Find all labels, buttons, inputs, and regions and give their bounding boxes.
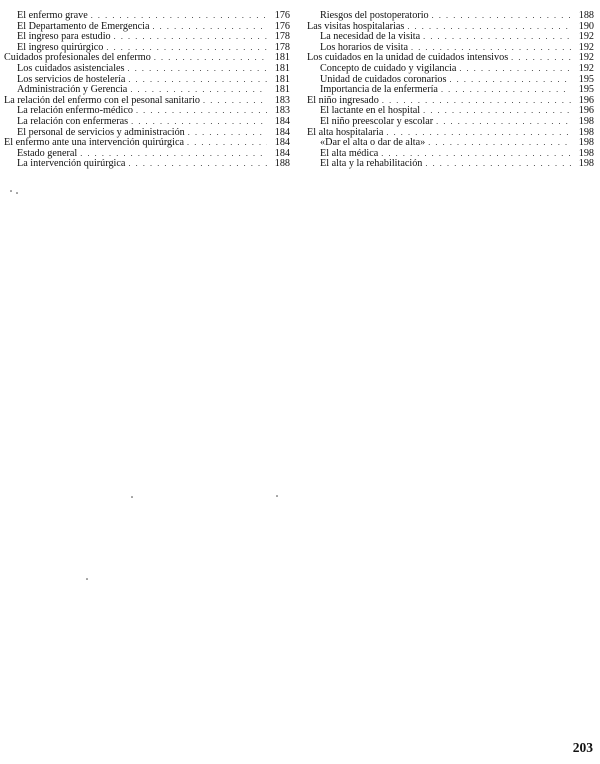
dot-leader: [187, 138, 267, 149]
toc-entry-page: 192: [578, 52, 594, 64]
scan-speck: [276, 495, 278, 497]
toc-entry-title: El alta y la rehabilitación: [320, 158, 423, 170]
toc-entry: [307, 64, 594, 75]
toc-entry-title: Los cuidados en la unidad de cuidados intensivos: [307, 52, 509, 64]
toc-entry-page: 192: [578, 41, 594, 53]
dot-leader: [428, 138, 571, 149]
dot-leader: [407, 22, 571, 33]
toc-entry-page: 183: [274, 105, 290, 117]
toc-entry-title: Las visitas hospitalarias: [307, 20, 405, 32]
dot-leader: [114, 32, 267, 43]
toc-entry-page: 178: [274, 41, 290, 53]
dot-leader: [423, 106, 571, 117]
toc-entry-page: 184: [274, 115, 290, 127]
toc-entry-page: 181: [274, 73, 290, 85]
toc-entry-page: 198: [578, 126, 594, 138]
toc-entry-page: 184: [274, 147, 290, 159]
toc-entry-title: El lactante en el hospital: [320, 105, 421, 117]
toc-entry-page: 198: [578, 158, 594, 170]
toc-entry-title: La intervención quirúrgica: [17, 158, 126, 170]
scan-speck: [86, 578, 88, 580]
dot-leader: [152, 22, 267, 33]
dot-leader: [91, 11, 267, 22]
toc-entry-title: Los horarios de visita: [320, 41, 408, 53]
toc-entry-title: Cuidados profesionales del enfermo: [4, 52, 151, 64]
toc-entry-title: Los cuidados asistenciales: [17, 62, 125, 74]
toc-entry-title: La relación enfermo-médico: [17, 105, 133, 117]
toc-entry-page: 196: [578, 105, 594, 117]
toc-entry-page: 181: [274, 84, 290, 96]
toc-entry-title: El alta hospitalaria: [307, 126, 384, 138]
toc-entry-page: 190: [578, 20, 594, 32]
toc-entry-page: 196: [578, 94, 594, 106]
toc-entry-title: «Dar el alta o dar de alta»: [320, 137, 426, 149]
scan-speck: [131, 496, 133, 498]
toc-entry-title: La relación del enfermo con el pesonal sanitario: [4, 94, 201, 106]
scan-speck: [16, 192, 18, 194]
toc-entry-page: 178: [274, 31, 290, 43]
dot-leader: [128, 159, 267, 170]
dot-leader: [423, 32, 571, 43]
dot-leader: [136, 106, 267, 117]
toc-column-right: [307, 11, 594, 170]
toc-entry-page: 198: [578, 137, 594, 149]
dot-leader: [128, 64, 267, 75]
toc-entry-title: El niño ingresado: [307, 94, 379, 106]
toc-entry-title: El ingreso quirúrgico: [17, 41, 104, 53]
toc-entry-page: 183: [274, 94, 290, 106]
toc-entry-page: 181: [274, 52, 290, 64]
dot-leader: [203, 96, 267, 107]
toc-entry-page: 198: [578, 115, 594, 127]
toc-entry-page: 195: [578, 73, 594, 85]
dot-leader: [449, 75, 571, 86]
toc-entry: [4, 11, 290, 22]
dot-leader: [436, 117, 571, 128]
toc-entry-page: 198: [578, 147, 594, 159]
toc-entry: [307, 117, 594, 128]
toc-entry-page: 192: [578, 31, 594, 43]
scan-speck: [10, 190, 12, 192]
toc-entry-title: La necesidad de la visita: [320, 31, 421, 43]
toc-column-left: [4, 11, 290, 170]
dot-leader: [511, 53, 571, 64]
toc-entry-title: Estado general: [17, 147, 78, 159]
dot-leader: [131, 117, 267, 128]
toc-entry-title: El alta médica: [320, 147, 379, 159]
toc-entry-title: El enfermo ante una intervención quirúrgica: [4, 137, 185, 149]
toc-entry: [307, 11, 594, 22]
toc-entry-page: 192: [578, 62, 594, 74]
toc-entry-title: Importancia de la enfermería: [320, 84, 438, 96]
toc-entry-page: 195: [578, 84, 594, 96]
toc-entry-page: 184: [274, 137, 290, 149]
toc-entry-title: El enfermo grave: [17, 10, 88, 21]
toc-entry: [4, 117, 290, 128]
toc-entry-page: 188: [274, 158, 290, 170]
toc-entry-title: Riesgos del postoperatorio: [320, 10, 429, 21]
toc-entry-page: 184: [274, 126, 290, 138]
dot-leader: [459, 64, 571, 75]
toc-entry-page: 181: [274, 62, 290, 74]
toc-entry-title: La relación con enfermeras: [17, 115, 129, 127]
toc-entry: [4, 159, 290, 170]
toc-entry: [307, 159, 594, 170]
toc-entry-title: Administración y Gerencia: [17, 84, 128, 96]
toc-entry-page: 176: [274, 10, 290, 21]
dot-leader: [432, 11, 571, 22]
dot-leader: [154, 53, 267, 64]
page-number: 203: [572, 740, 593, 755]
toc-entry: [4, 64, 290, 75]
toc-entry-page: 188: [578, 10, 594, 21]
toc-entry-title: Unidad de cuidados coronarios: [320, 73, 447, 85]
toc-entry-title: Concepto de cuidado y vigilancia: [320, 62, 457, 74]
dot-leader: [128, 75, 267, 86]
toc-entry-page: 176: [274, 20, 290, 32]
dot-leader: [188, 128, 267, 139]
toc-entry-title: El ingreso para estudio: [17, 31, 111, 43]
dot-leader: [441, 85, 571, 96]
toc-entry-title: El niño preescolar y escolar: [320, 115, 434, 127]
toc-entry-title: El Departamento de Emergencia: [17, 20, 150, 32]
toc-entry-title: El personal de servicios y administración: [17, 126, 185, 138]
toc-entry-title: Los servicios de hostelería: [17, 73, 126, 85]
dot-leader: [425, 159, 571, 170]
